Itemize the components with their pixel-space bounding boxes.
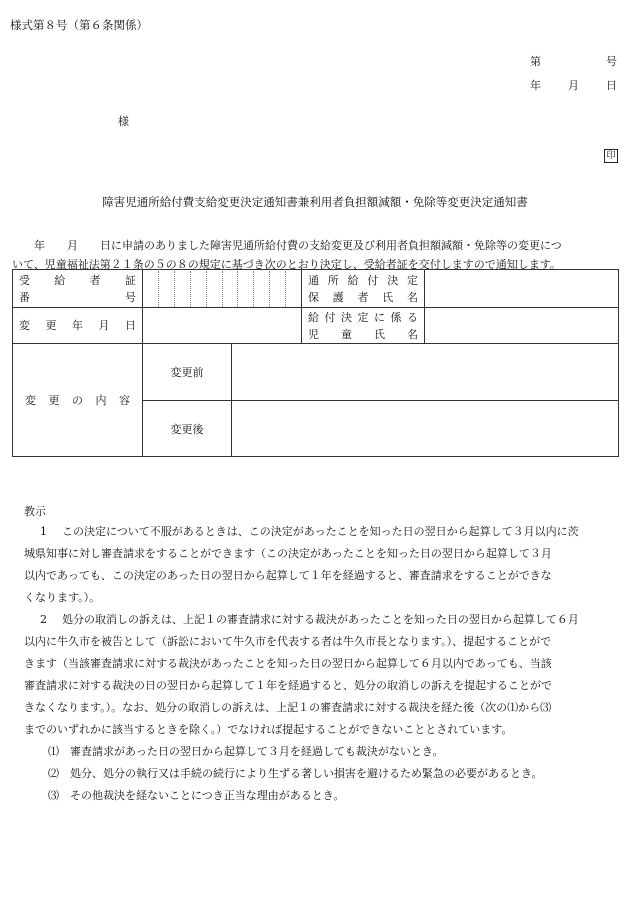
guardian-name-label: 通 所 給 付 決 定 保 護 者 氏 名 (302, 270, 425, 308)
child-name-field[interactable] (425, 308, 619, 344)
year-label: 年 (530, 79, 541, 92)
notice-subitem: ⑴ 審査請求があった日の翌日から起算して３月を経過しても裁決がないとき。 (48, 745, 444, 758)
intro-line: いて、児童福祉法第２１条の５の８の規定に基づき次のとおり決定し、受給者証を交付しますので通知します。 (12, 258, 561, 271)
child-name-label: 給 付 決 定 に 係 る 児 童 氏 名 (302, 308, 425, 344)
notice-item-2: 2 処分の取消しの訴えは、上記１の審査請求に対する裁決があったことを知った日の翌日から起算して６月 (40, 613, 579, 626)
go-label: 号 (606, 55, 617, 68)
form-number: 様式第８号（第６条関係） (10, 18, 148, 32)
month-label: 月 (568, 79, 579, 92)
notice-item-2-line: きなくなります。）。なお、処分の取消しの訴えは、上記１の審査請求に対する裁決を経た後（次の⑴から⑶ (24, 701, 552, 714)
guardian-name-field[interactable] (425, 270, 619, 308)
change-date-field[interactable] (143, 308, 302, 344)
notice-title: 教示 (24, 505, 46, 518)
notice-item-2-line: までのいずれかに該当するときを除く。）でなければ提起することができないこととされています。 (24, 723, 513, 736)
after-change-field[interactable] (232, 401, 619, 457)
recipient-cert-number-field[interactable] (143, 270, 302, 308)
notice-subitem: ⑵ 処分、処分の執行又は手続の続行により生ずる著しい損害を避けるため緊急の必要があるとき。 (48, 767, 543, 780)
before-change-label: 変更前 (143, 344, 232, 401)
addressee-suffix: 様 (118, 115, 129, 128)
notice-item-1: 1 この決定について不服があるときは、この決定があったことを知った日の翌日から起算して３月以内に茨 (40, 525, 579, 538)
intro-line: 年 月 日に申請のありました障害児通所給付費の支給変更及び利用者負担額減額・免除等の変更につ (12, 239, 562, 252)
notice-item-2-line: 審査請求に対する裁決の日の翌日から起算して１年を経過すると、処分の取消しの訴えを提起することがで (24, 679, 552, 692)
dai-label: 第 (530, 55, 541, 68)
decision-table (12, 269, 619, 457)
notice-item-2-line: 以内に牛久市を被告として（訴訟において牛久市を代表する者は牛久市長となります。）、提起することがで (24, 635, 552, 648)
notice-item-1-line: 以内であっても、この決定のあった日の翌日から起算して１年を経過すると、審査請求をすることができな (24, 569, 552, 582)
notice-item-1-line: くなります。）。 (24, 591, 101, 604)
seal-mark: 印 (604, 149, 618, 163)
recipient-cert-label: 受 給 者 証 番 号 (13, 270, 143, 308)
day-label: 日 (606, 79, 617, 92)
cert-digit-boxes (143, 271, 301, 307)
document-title: 障害児通所給付費支給変更決定通知書兼利用者負担額減額・免除等変更決定通知書 (102, 195, 528, 209)
before-change-field[interactable] (232, 344, 619, 401)
notice-item-1-line: 城県知事に対し審査請求をすることができます（この決定があったことを知った日の翌日から起算して３月 (24, 547, 552, 560)
after-change-label: 変更後 (143, 401, 232, 457)
notice-body (24, 521, 616, 807)
notice-item-2-line: きます（当該審査請求に対する裁決があったことを知った日の翌日から起算して６月以内であっても、当該 (24, 657, 552, 670)
notice-subitem: ⑶ その他裁決を経ないことにつき正当な理由があるとき。 (48, 789, 345, 802)
change-date-label: 変 更 年 月 日 (13, 308, 143, 344)
change-content-label: 変 更 の 内 容 (13, 344, 143, 457)
